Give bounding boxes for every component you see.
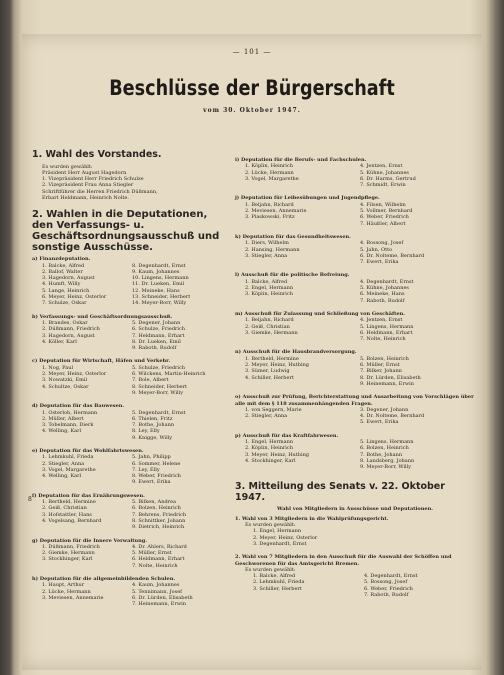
- list-item: 2. Meyer, Heinz, Osterlor: [42, 371, 107, 378]
- list-item: 7. Heinemann, Erwin: [132, 601, 186, 608]
- list-item: 6. Weber, Friedrich: [364, 585, 413, 592]
- list-item: 1. Vizepräsident Herr Friedrich Schulze: [42, 176, 144, 183]
- list-item: 3. Vogel, Margarethe: [245, 175, 299, 182]
- member-list: [235, 202, 475, 227]
- list-item: 5. Degenhardt, Ernst: [132, 409, 186, 416]
- list-item: 4. Jentzen, Ernst: [360, 317, 403, 324]
- list-item: 8. Schneider, Herbert: [132, 383, 188, 390]
- list-item: 3. Sümer, Ludwig: [245, 368, 290, 375]
- right-groups: [235, 157, 475, 474]
- section-3-subheading: Wahl von Mitgliedern in Ausschüsse und Deputationen.: [277, 506, 433, 513]
- list-item: 6. Dr. Nolteme, Bernhard: [360, 252, 425, 259]
- section-3-point-2-names: [235, 573, 475, 598]
- member-list: [32, 499, 222, 530]
- list-item: 3. Hagedorn, August: [42, 275, 95, 282]
- list-item: 9. Ewert, Erika: [132, 479, 171, 486]
- list-item: 1. Engel, Hermann: [253, 528, 302, 535]
- list-item: 5. Vollmer, Bernhard: [360, 208, 413, 215]
- deputation-heading: f) Deputation für das Ernährungswesen.: [32, 492, 145, 499]
- list-item: 1. Bertheld, Hermine: [42, 499, 96, 506]
- list-item: 7. Heldmann, Erhart: [132, 332, 185, 339]
- section-3-point-1-names: [235, 528, 475, 547]
- list-item: 9. Raboth, Rudolf: [132, 345, 177, 352]
- list-item: 5. Bilken, Andrea: [132, 499, 176, 506]
- list-item: 2. Geiß, Christian: [245, 323, 290, 330]
- member-list: [32, 544, 222, 569]
- list-item: 9. Dietrich, Heinrich: [132, 524, 185, 531]
- list-item: 5. Tennimann, Josef: [132, 588, 183, 595]
- deputation-heading: c) Deputation für Wirtschaft, Häfen und Verkehr.: [32, 358, 171, 365]
- deputation-heading: p) Ausschuß für das Kraftfahrwesen.: [235, 432, 339, 439]
- member-list: [32, 365, 222, 396]
- list-item: 1. Diers, Wilhelm: [245, 240, 289, 247]
- list-item: 5. Kühne, Johannes: [360, 169, 409, 176]
- section-3-point-1: 1. Wahl von 3 Mitgliedern in die Wahlprüfungsgericht.: [235, 515, 389, 522]
- left-groups: [32, 256, 222, 611]
- member-list: [32, 454, 222, 485]
- list-item: Es wurden gewählt:: [42, 163, 93, 170]
- list-item: 4. Stockhinger, Karl: [245, 457, 296, 464]
- list-item: 12. Meineke, Hans: [132, 287, 180, 294]
- list-item: 14. Meyer-Borr, Willy: [132, 300, 187, 307]
- list-item: 1. Köplin, Heinrich: [245, 163, 293, 170]
- list-item: Präsident Herr August Hagedorn: [42, 169, 127, 176]
- list-item: 7. Bothe, Johann: [132, 422, 175, 429]
- list-item: 6. Weber, Friedrich: [360, 214, 409, 221]
- member-list: [235, 240, 475, 265]
- list-item: 4. Bossong, Josef: [360, 240, 404, 247]
- list-item: 4. Dr. Nolteme, Bernhard: [360, 413, 425, 420]
- list-item: 3. Degener, Johann: [360, 406, 409, 413]
- list-item: 11. Dr. Lueken, Emil: [132, 281, 185, 288]
- list-item: 7. Bole, Albert: [132, 377, 169, 384]
- list-item: 2. Lehmkuhl, Frieda: [253, 579, 305, 586]
- member-list: [32, 320, 222, 351]
- list-item: 1. Beljahn, Richard: [245, 317, 294, 324]
- list-item: 6. Bolzen, Heinrich: [132, 505, 181, 512]
- list-item: 8. Dr. Lürden, Elisabeth: [360, 374, 421, 381]
- deputation-heading: g) Deputation für die Innere Verwaltung.: [32, 537, 148, 544]
- list-item: 1. Osterloh, Hermann: [42, 409, 98, 416]
- deputation-heading: k) Deputation für das Gesundheitswesen.: [235, 233, 351, 240]
- margin-mark: 8: [28, 496, 32, 503]
- section-3-heading: 3. Mitteilung des Senats v. 22. Oktober 1947.: [235, 481, 445, 503]
- member-list: [235, 163, 475, 188]
- list-item: 3. Degenhardt, Ernst: [253, 540, 307, 547]
- list-item: 3. Köplin, Heinrich: [245, 291, 293, 298]
- page-subtitle: vom 30. Oktober 1947.: [203, 107, 301, 114]
- section-3-point-2: 2. Wahl von 7 Mitgliedern in den Ausschuß für die Auswahl der Schöffen und Geschworenen für das Amtsgericht Bremen.: [235, 554, 452, 567]
- member-list: [32, 263, 222, 307]
- member-list: [235, 407, 475, 426]
- list-item: 7. Bilker, Johann: [360, 368, 402, 375]
- list-item: 3. Hofstattler, Hans: [42, 511, 92, 518]
- list-item: 4. Kaum, Johannes: [132, 582, 180, 589]
- list-item: 2. Köplin, Heinrich: [245, 445, 293, 452]
- deputation-heading: j) Deputation für Leibesübungen und Jugendpflege.: [235, 195, 380, 202]
- list-item: 8. Degenhardt, Ernst: [132, 262, 186, 269]
- list-item: 4. Schultze, Oskar: [42, 383, 89, 390]
- list-item: 6. Heldmann, Erhart: [360, 329, 413, 336]
- list-item: 4. Degenhardt, Ernst: [360, 278, 414, 285]
- list-item: 10. Lingens, Hermann: [132, 275, 189, 282]
- list-item: 6. Müller, Ernst: [360, 362, 400, 369]
- list-item: 1. Lehmkuhl, Frieda: [42, 454, 94, 461]
- list-item: 7. Schulze, Oskar: [42, 300, 87, 307]
- deputation-heading: l) Ausschuß für die politische Befreiung.: [235, 272, 350, 279]
- member-list: [235, 279, 475, 304]
- list-item: 7. Ewert, Erika: [360, 259, 399, 266]
- list-item: 2. Düßmann, Friedrich: [42, 326, 100, 333]
- section-3-point-1-intro: Es wurden gewählt:: [245, 522, 296, 529]
- list-item: 9. Meyer-Borr, Willy: [132, 389, 184, 396]
- list-item: 5. Lange, Heinrich: [42, 287, 90, 294]
- list-item: 4. Welling, Karl: [42, 428, 82, 435]
- list-item: 7. Ley, Elly: [132, 466, 160, 473]
- list-item: 2. Lücke, Hermann: [42, 588, 91, 595]
- list-item: 4. Schiller, Herbert: [245, 374, 294, 381]
- list-item: 5. Ewert, Erika: [360, 419, 399, 426]
- list-item: 7. Raboth, Rudolf: [360, 297, 405, 304]
- list-item: 3. Schiller, Herbert: [253, 585, 302, 592]
- list-item: 2. Müller, Albert: [42, 415, 84, 422]
- list-item: 4. Köller, Karl: [42, 338, 77, 345]
- list-item: 7. Behrens, Friedrich: [132, 511, 187, 518]
- list-item: 5. Müller, Ernst: [132, 550, 172, 557]
- list-item: 6. Sommer, Helene: [132, 460, 181, 467]
- list-item: 5. Schulze, Friedrich: [132, 364, 186, 371]
- list-item: 5. Jahn, Otto: [360, 246, 393, 253]
- list-item: 6. Dr. Harms, Gertrud: [360, 175, 416, 182]
- list-item: 3. Piaskowski, Fritz: [245, 214, 295, 221]
- list-item: 1. Brandes, Oskar: [42, 319, 88, 326]
- document-page: [22, 34, 482, 670]
- list-item: 7. Bothe, Johann: [360, 451, 403, 458]
- list-item: 4. Jentzen, Ernst: [360, 163, 403, 170]
- deputation-heading: e) Deputation für das Wohlfahrtswesen.: [32, 448, 144, 454]
- deputation-heading: a) Finanzdeputation.: [32, 256, 91, 263]
- page-title: Beschlüsse der Bürgerschaft: [109, 76, 395, 100]
- list-item: 6. Heldmann, Erhart: [132, 556, 185, 563]
- list-item: 7. Nolte, Heinrich: [360, 336, 406, 343]
- list-item: 6. Thielen, Fritz: [132, 415, 173, 422]
- list-item: 6. Meineke, Hans: [360, 291, 405, 298]
- list-item: 1. Bertheld, Hermine: [245, 355, 299, 362]
- list-item: 2. Stiegler, Anna: [245, 413, 288, 420]
- list-item: 8. Ley, Elly: [132, 428, 160, 435]
- member-list: [235, 317, 475, 342]
- list-item: 3. Hagedorn, August: [42, 332, 95, 339]
- list-item: 5. Bossong, Josef: [364, 579, 408, 586]
- list-item: 7. Häußler, Albert: [360, 220, 406, 227]
- list-item: 6. Wilckens, Martin-Heinrich: [132, 371, 206, 378]
- list-item: 6. Bolzen, Heinrich: [360, 445, 409, 452]
- list-item: 1. Balcke, Alfred: [253, 573, 296, 580]
- deputation-heading: h) Deputation für die allgemeinbildenden Schulen.: [32, 576, 176, 583]
- deputation-heading: m) Ausschuß für Zulassung und Schließung von Geschäften.: [235, 310, 406, 317]
- list-item: 13. Schneider, Herbert: [132, 294, 191, 301]
- member-list: [235, 356, 475, 387]
- list-item: 7. Raboth, Rudolf: [364, 592, 409, 599]
- list-item: 1. Nog, Paul: [42, 364, 74, 371]
- list-item: 8. Schnittker, Johann: [132, 517, 186, 524]
- list-item: 3. Vogel, Margarethe: [42, 466, 96, 473]
- list-item: 6. Dr. Lürden, Elisabeth: [132, 594, 193, 601]
- deputation-heading: n) Ausschuß für die Hausbrandversorgung.: [235, 349, 357, 356]
- list-item: 2. Stiegler, Anna: [42, 460, 85, 467]
- list-item: 9. Heinemann, Erwin: [360, 380, 414, 387]
- list-item: 8. Weber, Friedrich: [132, 473, 181, 480]
- list-item: 1. Beljahn, Richard: [245, 201, 294, 208]
- list-item: 9. Knigge, Willy: [132, 434, 173, 441]
- list-item: 2. Ballof, Walter: [42, 268, 83, 275]
- list-item: 2. Engel, Hermann: [245, 285, 294, 292]
- section-1-heading: 1. Wahl des Vorstandes.: [32, 149, 162, 160]
- list-item: 1. Haupt, Arthur: [42, 582, 85, 589]
- list-item: 2. Lücke, Hermann: [245, 169, 294, 176]
- list-item: 2. Vizepräsident Frau Anna Stiegler: [42, 182, 134, 189]
- list-item: 6. Schulze, Friedrich: [132, 326, 186, 333]
- list-item: 1. Düßmann, Friedrich: [42, 543, 100, 550]
- page-number: — 101 —: [232, 48, 272, 56]
- list-item: Schriftführer die Herren Friedrich Düßmann,: [42, 188, 158, 195]
- list-item: 1. Engel, Hermann: [245, 438, 294, 445]
- list-item: 4. Degenhardt, Ernst: [364, 573, 418, 580]
- list-item: 3. Giemke, Hermann: [245, 329, 298, 336]
- list-item: 8. Dr. Lueken, Emil: [132, 338, 181, 345]
- left-column: [32, 150, 222, 612]
- list-item: 6. Meyer, Heinz, Osterlor: [42, 294, 107, 301]
- section-3-point-2-intro: Es wurden gewählt:: [245, 566, 296, 573]
- section-2-heading: 2. Wahlen in die Deputationen, den Verfassungs- u. Geschäftsordnungsausschuß und sonstige Ausschüsse.: [32, 209, 220, 254]
- list-item: 2. Geiß, Christian: [42, 505, 87, 512]
- list-item: 3. Nowatzki, Emil: [42, 377, 88, 384]
- list-item: 4. Dr. Ahlers, Richard: [132, 543, 187, 550]
- list-item: 3. Stiegler, Anna: [245, 252, 288, 259]
- list-item: 1. Balcke, Alfred: [245, 278, 288, 285]
- member-list: [32, 410, 222, 441]
- list-item: 5. Kühne, Johannes: [360, 285, 409, 292]
- list-item: 8. Landsberg, Johann: [360, 457, 415, 464]
- list-item: Erhart Heldmann, Heinrich Nolte.: [42, 194, 129, 201]
- list-item: 9. Meyer-Borr, Willy: [360, 464, 412, 471]
- list-item: 4. Vogelsang, Bernhard: [42, 517, 102, 524]
- deputation-heading: o) Ausschuß zur Prüfung, Berichterstattung und Ausarbeitung von Vorschlägen über alle mit dem § 118 zusammenhängenden Fragen.: [235, 394, 474, 407]
- list-item: 5. Lingens, Hermann: [360, 323, 414, 330]
- list-item: 1. Balcke, Alfred: [42, 262, 85, 269]
- list-item: 2. Hansing, Hermann: [245, 246, 300, 253]
- list-item: 4. Welling, Karl: [42, 473, 82, 480]
- list-item: 5. Degener, Johann: [132, 319, 181, 326]
- list-item: 4. Humft, Willy: [42, 281, 81, 288]
- list-item: 5. Bolzen, Heinrich: [360, 355, 409, 362]
- list-item: 2. Meyer, Heinz, Hutbing: [245, 362, 310, 369]
- list-item: 3. Tobelmann, Dierk: [42, 422, 94, 429]
- member-list: [32, 582, 222, 607]
- list-item: 3. Stockhinger, Karl: [42, 556, 93, 563]
- list-item: 1. von Seggern, Marie: [245, 406, 302, 413]
- list-item: 5. Jahn, Philipp: [132, 454, 171, 461]
- member-list: [235, 439, 475, 470]
- deputation-heading: b) Verfassungs- und Geschäftsordnungsausschuß.: [32, 313, 173, 320]
- list-item: 3. Meviesen, Annemarie: [42, 594, 104, 601]
- deputation-heading: d) Deputation für das Bauwesen.: [32, 403, 125, 410]
- deputation-heading: i) Deputation für die Berufs- und Fachschulen.: [235, 157, 367, 163]
- list-item: 9. Kaum, Johannes: [132, 268, 180, 275]
- list-item: 2. Meviesen, Annemarie: [245, 208, 307, 215]
- list-item: 5. Lingens, Hermann: [360, 438, 414, 445]
- list-item: 7. Nolte, Heinrich: [132, 562, 178, 569]
- list-item: 2. Giemke, Hermann: [42, 550, 95, 557]
- section-1-body: [32, 164, 222, 202]
- list-item: 2. Meyer, Heinz, Osterlor: [253, 534, 318, 541]
- list-item: 7. Schmidt, Erwin: [360, 182, 406, 189]
- list-item: 3. Meyer, Heinz, Hutbing: [245, 451, 310, 458]
- list-item: 4. Filsen, Wilhelm: [360, 201, 406, 208]
- right-column: [235, 154, 475, 598]
